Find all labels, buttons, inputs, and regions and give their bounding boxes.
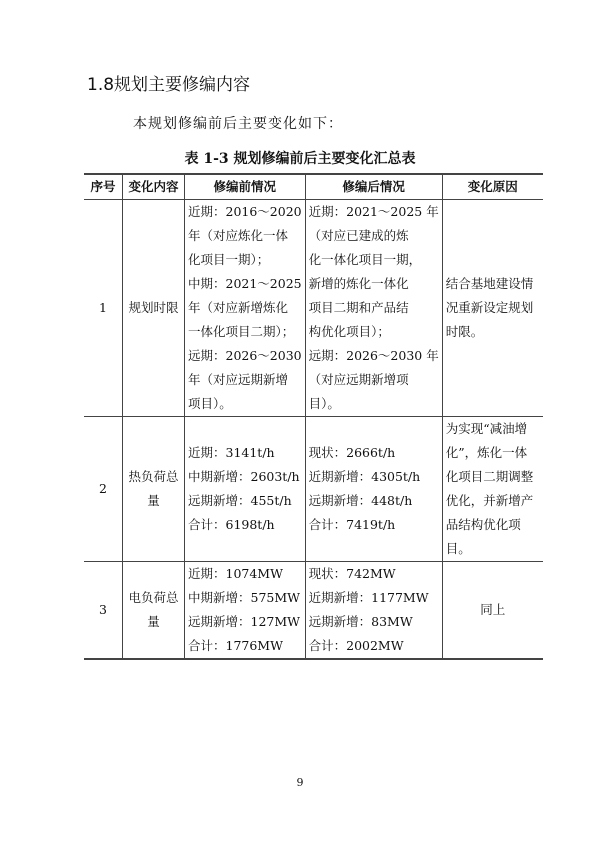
cell-line: 优化，并新增产 [445, 493, 534, 508]
cell-item [123, 417, 185, 562]
cell-line: 为实现“减油增 [445, 421, 528, 436]
cell-item [123, 200, 185, 417]
cell-line: 远期新增：448t/h [308, 493, 413, 508]
cell-line: 年（对应远期新增 [188, 372, 289, 387]
cell-item [123, 562, 185, 660]
cell-line: 结合基地建设情 [445, 276, 534, 291]
cell-line: （对应远期新增项 [308, 372, 409, 387]
cell-line: 近期新增：1177MW [308, 590, 429, 605]
header-no: 序号 [84, 174, 123, 200]
cell-reason [442, 200, 543, 417]
cell-line: 中期：2021～2025 [188, 276, 302, 291]
cell-no: 3 [84, 562, 123, 660]
cell-after [305, 417, 442, 562]
cell-line: （对应已建成的炼 [308, 228, 409, 243]
cell-line: 远期：2026～2030 年 [308, 348, 439, 363]
cell-line: 远期：2026～2030 [188, 348, 302, 363]
cell-line: 同上 [480, 602, 506, 617]
cell-line: 规划时限 [128, 300, 179, 315]
intro-paragraph: 本规划修编前后主要变化如下： [133, 116, 343, 132]
cell-line: 电负荷总 [128, 590, 179, 605]
cell-no: 2 [84, 417, 123, 562]
cell-line: 量 [147, 614, 160, 629]
page-number: 9 [296, 776, 304, 789]
cell-line: 现状：742MW [308, 566, 396, 581]
cell-line: 中期新增：575MW [188, 590, 301, 605]
table-row [84, 417, 543, 562]
cell-before [185, 562, 306, 660]
cell-line: 远期新增：127MW [188, 614, 301, 629]
cell-line: 合计：1776MW [188, 638, 283, 653]
cell-line: 目）。 [308, 396, 340, 411]
header-after: 修编后情况 [305, 174, 442, 200]
cell-line: 合计：7419t/h [308, 517, 396, 532]
cell-line: 年（对应新增炼化 [188, 300, 289, 315]
cell-line: 化”，炼化一体 [445, 445, 528, 460]
cell-line: 化一体化项目一期， [308, 252, 422, 267]
changes-table [84, 173, 543, 660]
cell-line: 近期：2021～2025 年 [308, 204, 439, 219]
cell-line: 项目）。 [188, 396, 232, 411]
cell-line: 况重新设定规划 [445, 300, 534, 315]
cell-line: 近期：2016～2020 [188, 204, 302, 219]
cell-line: 中期新增：2603t/h [188, 469, 300, 484]
header-item: 变化内容 [123, 174, 185, 200]
table-row [84, 200, 543, 417]
cell-after [305, 200, 442, 417]
cell-line: 化项目二期调整 [445, 469, 534, 484]
cell-reason [442, 417, 543, 562]
header-reason: 变化原因 [442, 174, 543, 200]
cell-line: 远期新增：83MW [308, 614, 413, 629]
table-header-row [84, 174, 543, 200]
cell-line: 项目二期和产品结 [308, 300, 409, 315]
cell-line: 现状：2666t/h [308, 445, 396, 460]
cell-line: 品结构优化项 [445, 517, 521, 532]
cell-line: 量 [147, 493, 160, 508]
cell-line: 一体化项目二期）； [188, 324, 295, 339]
table-caption: 表 1-3 规划修编前后主要变化汇总表 [184, 151, 416, 167]
cell-no: 1 [84, 200, 123, 417]
cell-line: 构优化项目）； [308, 324, 390, 339]
cell-before [185, 417, 306, 562]
header-before: 修编前情况 [185, 174, 306, 200]
cell-line: 年（对应炼化一体 [188, 228, 289, 243]
cell-line: 热负荷总 [128, 469, 179, 484]
cell-line: 近期新增：4305t/h [308, 469, 421, 484]
cell-after [305, 562, 442, 660]
cell-line: 近期：3141t/h [188, 445, 275, 460]
cell-line: 新增的炼化一体化 [308, 276, 409, 291]
cell-line: 近期：1074MW [188, 566, 283, 581]
cell-line: 化项目一期）； [188, 252, 270, 267]
table-row [84, 562, 543, 660]
cell-line: 远期新增：455t/h [188, 493, 292, 508]
cell-line: 合计：6198t/h [188, 517, 275, 532]
cell-line: 时限。 [445, 324, 484, 339]
section-heading: 1.8规划主要修编内容 [87, 75, 251, 95]
cell-line: 合计：2002MW [308, 638, 404, 653]
cell-reason [442, 562, 543, 660]
cell-line: 目。 [445, 541, 471, 556]
cell-before [185, 200, 306, 417]
